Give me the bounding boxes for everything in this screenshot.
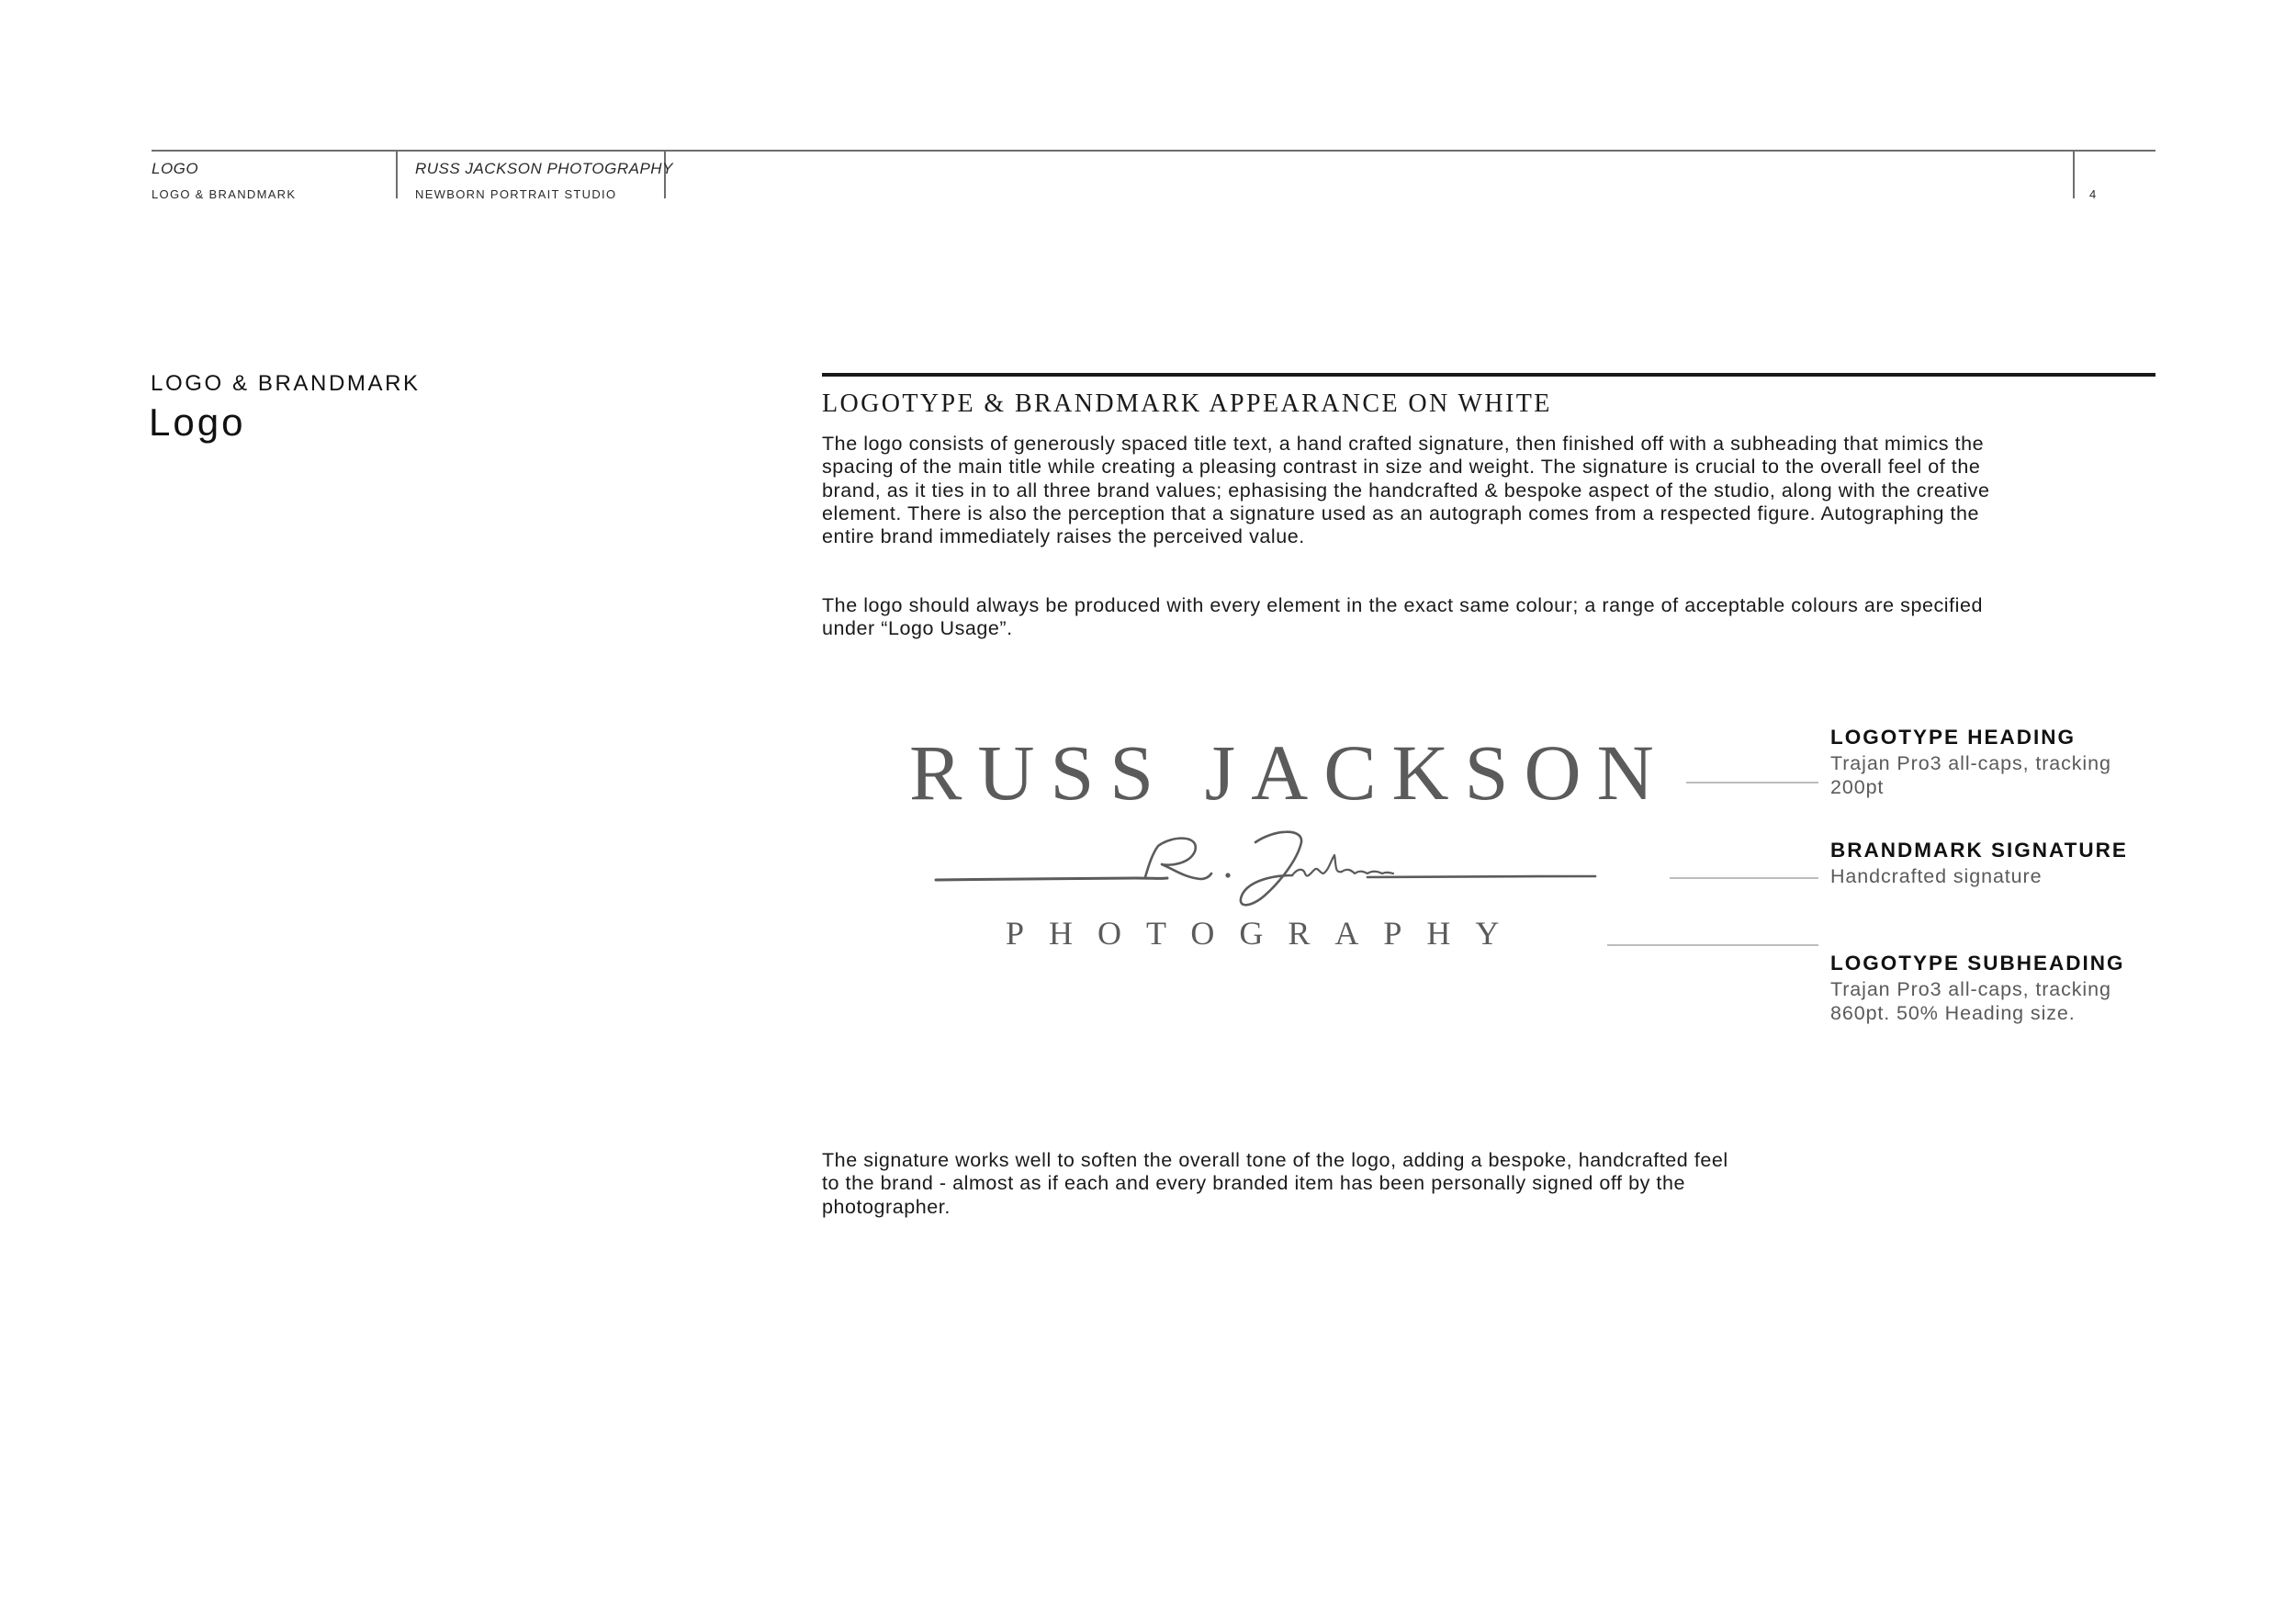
callout-line-subheading: [1607, 944, 1818, 946]
colour-paragraph: The logo should always be produced with every element in the exact same colour; a range of acceptable colours are specified under “Logo Usage”.: [822, 594, 1983, 640]
page-number: 4: [2089, 187, 2097, 201]
header-divider: [2073, 150, 2075, 198]
callout-line-signature: [1670, 877, 1818, 879]
header-divider: [396, 150, 398, 198]
callout-line-heading: [1686, 782, 1818, 783]
callout-desc-signature: Handcrafted signature: [1830, 865, 2043, 887]
header-rule: [152, 150, 2155, 152]
section-title: Logo: [149, 400, 246, 444]
callout-label-heading: LOGOTYPE HEADING: [1830, 726, 2077, 749]
header-brand-title: RUSS JACKSON PHOTOGRAPHY: [415, 160, 673, 177]
intro-paragraph: The logo consists of generously spaced title text, a hand crafted signature, then finished off with a subheading that mimics the spacing of the main title while creating a pleasing contrast in size and weight. The signature is crucial to the overall feel of the brand, as it ties in to all three brand values; ephasising the handcrafted & bespoke aspect of the studio, along with the creative element. There is also the perception that a signature used as an autograph comes from a respected figure. Autographing the entire brand immediately raises the perceived value.: [822, 433, 1990, 548]
header-section-subtitle: LOGO & BRANDMARK: [152, 187, 297, 201]
content-heading: LOGOTYPE & BRANDMARK APPEARANCE ON WHITE: [822, 389, 1552, 418]
signature-paragraph: The signature works well to soften the overall tone of the logo, adding a bespoke, handcrafted feel to the brand - almost as if each and every branded item has been personally signed off by the photographer.: [822, 1149, 1728, 1218]
callout-label-signature: BRANDMARK SIGNATURE: [1830, 839, 2128, 862]
section-label: LOGO & BRANDMARK: [151, 371, 421, 396]
content-rule: [822, 373, 2155, 377]
header-section-title: LOGO: [152, 160, 199, 177]
callout-label-subheading: LOGOTYPE SUBHEADING: [1830, 952, 2125, 975]
header-brand-subtitle: NEWBORN PORTRAIT STUDIO: [415, 187, 617, 201]
callout-desc-heading: Trajan Pro3 all-caps, tracking 200pt: [1830, 752, 2111, 798]
callout-desc-subheading: Trajan Pro3 all-caps, tracking 860pt. 50% Heading size.: [1830, 978, 2111, 1024]
logo-signature: [932, 822, 1598, 914]
logo-subheading: PHOTOGRAPHY: [1006, 915, 1525, 952]
logo-heading: RUSS JACKSON: [909, 728, 1670, 817]
